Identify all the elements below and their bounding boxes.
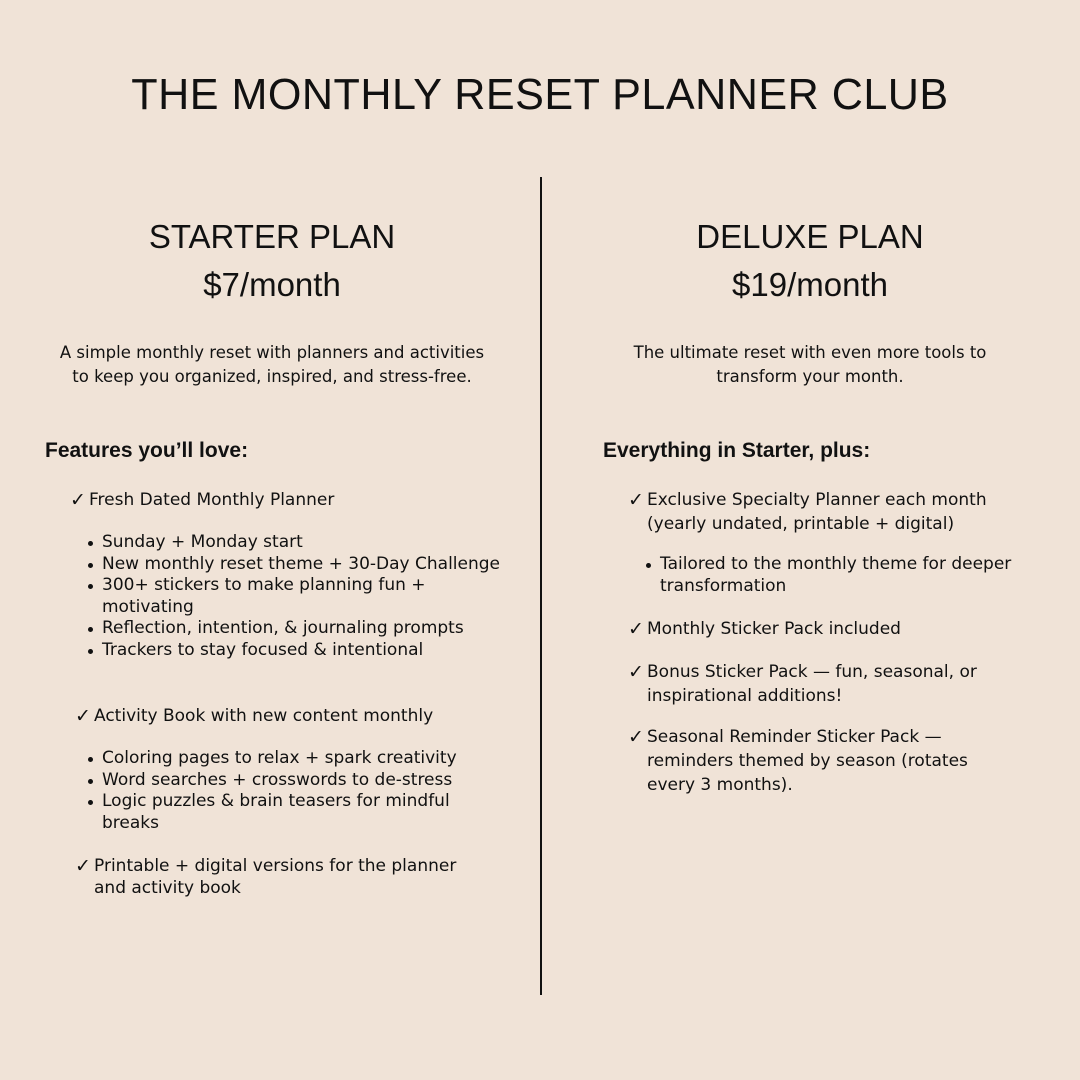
column-divider <box>540 177 542 995</box>
starter-feature-activity-label: Activity Book with new content monthly <box>94 706 434 726</box>
deluxe-plan-price: $19/month <box>732 266 888 303</box>
starter-description-line-2: to keep you organized, inspired, and stress-free. <box>72 367 472 386</box>
bullet-icon <box>88 563 93 568</box>
starter-description-line-1: A simple monthly reset with planners and activities <box>59 343 485 362</box>
list-item: Reflection, intention, & journaling prompts <box>102 618 502 640</box>
list-item: 300+ stickers to make planning fun + motivating <box>102 575 502 618</box>
deluxe-description-line-2: transform your month. <box>716 367 904 386</box>
check-icon: ✓ <box>628 618 644 640</box>
deluxe-feature-seasonal-pack-label: Seasonal Reminder Sticker Pack — reminders themed by season (rotates every 3 months). <box>647 727 968 795</box>
bullet-icon <box>88 757 93 762</box>
bullet-icon <box>88 584 93 589</box>
list-item: Word searches + crosswords to de-stress <box>102 770 492 792</box>
starter-feature-printable <box>75 855 485 899</box>
bullet-icon <box>88 779 93 784</box>
check-icon: ✓ <box>75 705 91 727</box>
deluxe-feature-sticker-pack-label: Monthly Sticker Pack included <box>647 619 901 639</box>
starter-planner-bullets <box>102 532 502 662</box>
bullet-icon <box>88 649 93 654</box>
list-item: Logic puzzles & brain teasers for mindful breaks <box>102 791 492 834</box>
list-item: Tailored to the monthly theme for deeper transformation <box>660 554 1050 597</box>
check-icon: ✓ <box>628 661 644 683</box>
starter-features-title: Features you’ll love: <box>45 439 249 462</box>
deluxe-feature-bonus-pack-label: Bonus Sticker Pack — fun, seasonal, or inspirational additions! <box>647 662 977 706</box>
starter-plan-name: STARTER PLAN <box>148 218 396 255</box>
list-item: New monthly reset theme + 30-Day Challenge <box>102 554 502 576</box>
deluxe-feature-bonus-pack <box>628 660 1003 708</box>
starter-feature-planner-label: Fresh Dated Monthly Planner <box>89 490 335 510</box>
list-item: Coloring pages to relax + spark creativity <box>102 748 492 770</box>
deluxe-plan-header <box>560 213 1060 309</box>
deluxe-features-title: Everything in Starter, plus: <box>603 439 871 462</box>
deluxe-plan-name: DELUXE PLAN <box>696 218 924 255</box>
deluxe-feature-seasonal-pack <box>628 725 983 797</box>
list-item: Trackers to stay focused & intentional <box>102 640 502 662</box>
bullet-icon <box>88 627 93 632</box>
deluxe-description-line-1: The ultimate reset with even more tools to <box>633 343 987 362</box>
deluxe-specialty-bullets <box>660 554 1050 597</box>
check-icon: ✓ <box>75 855 91 877</box>
deluxe-feature-specialty-label: Exclusive Specialty Planner each month (yearly undated, printable + digital) <box>647 490 987 534</box>
list-item: Sunday + Monday start <box>102 532 502 554</box>
starter-feature-printable-label: Printable + digital versions for the planner and activity book <box>94 856 457 898</box>
bullet-icon <box>88 800 93 805</box>
starter-plan-description <box>22 341 522 389</box>
page-title: THE MONTHLY RESET PLANNER CLUB <box>131 70 949 119</box>
starter-plan-header <box>22 213 522 309</box>
check-icon: ✓ <box>70 489 86 511</box>
bullet-icon <box>646 563 651 568</box>
check-icon: ✓ <box>628 726 644 748</box>
bullet-icon <box>88 541 93 546</box>
starter-feature-planner <box>70 488 510 512</box>
check-icon: ✓ <box>628 489 644 511</box>
deluxe-plan-description <box>560 341 1060 389</box>
deluxe-feature-specialty <box>628 488 1023 536</box>
starter-plan-price: $7/month <box>203 266 341 303</box>
deluxe-feature-sticker-pack <box>628 617 1048 641</box>
starter-feature-activity <box>75 704 515 728</box>
starter-activity-bullets <box>102 748 492 834</box>
